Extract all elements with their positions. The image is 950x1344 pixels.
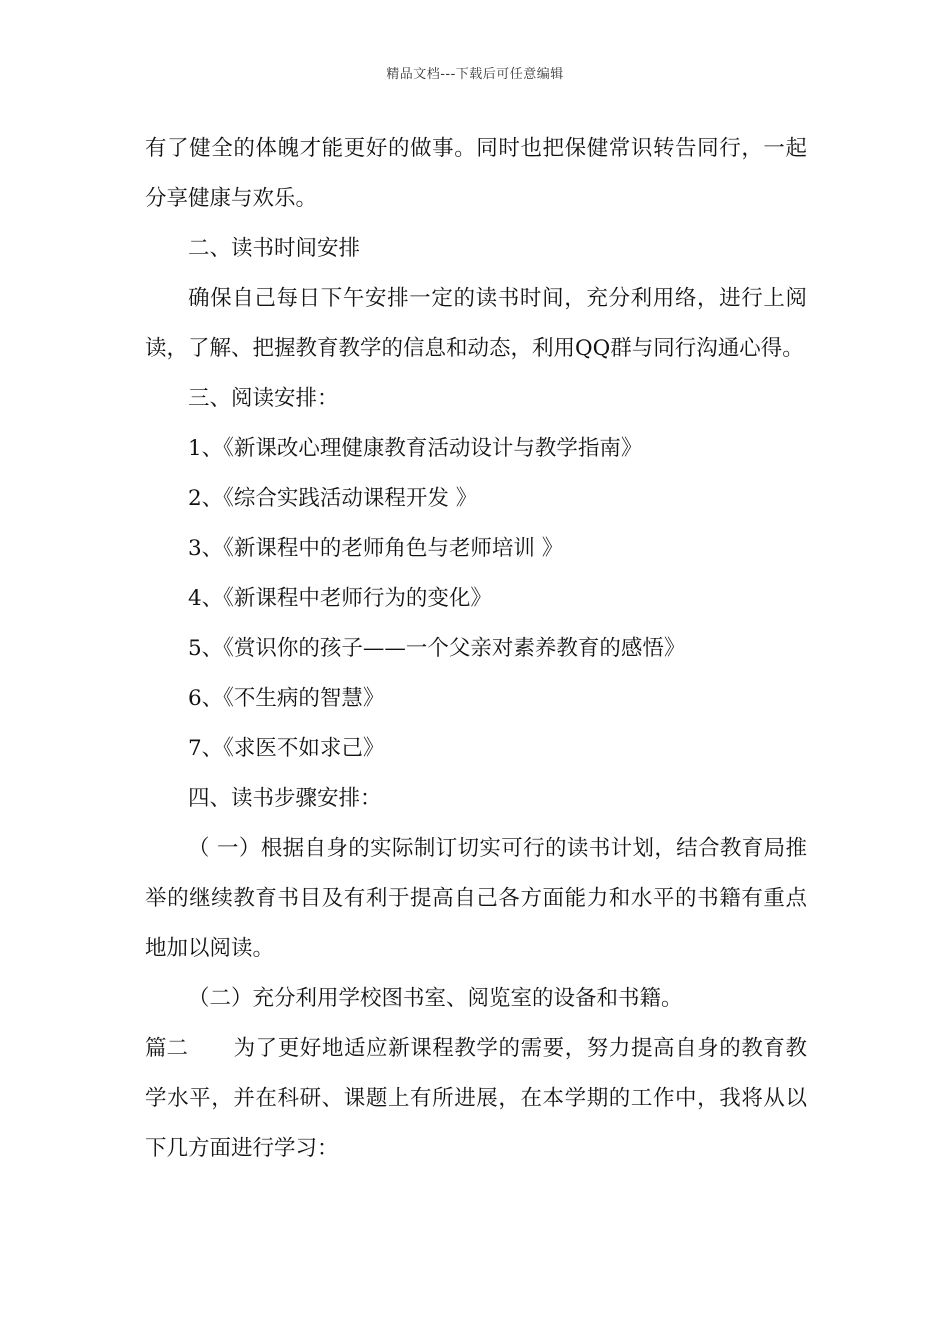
- paragraph-reading-time: 确保自己每日下午安排一定的读书时间，充分利用络，进行上阅读，了解、把握教育教学的信息和动态，利用QQ群与同行沟通心得。: [145, 286, 807, 361]
- section-text: 为了更好地适应新课程教学的需要，努力提高自身的教育教学水平，并在科研、课题上有所进展，在本学期的工作中，我将从以下几方面进行学习：: [145, 1036, 807, 1161]
- document-body: [145, 124, 807, 1174]
- heading-reading-plan: 三、阅读安排：: [188, 386, 339, 411]
- book-item: 2、《综合实践活动课程开发 》: [188, 486, 478, 511]
- page-header: 精品文档---下载后可任意编辑: [386, 67, 564, 82]
- book-item: 7、《求医不如求己》: [188, 736, 385, 761]
- book-list: [145, 424, 807, 774]
- book-item: 5、《赏识你的孩子——一个父亲对素养教育的感悟》: [188, 636, 686, 661]
- book-item: 6、《不生病的智慧》: [188, 686, 385, 711]
- heading-reading-time: 二、读书时间安排: [188, 236, 361, 261]
- book-item: 1、《新课改心理健康教育活动设计与教学指南》: [188, 436, 643, 461]
- paragraph-step-one: （ 一）根据自身的实际制订切实可行的读书计划，结合教育局推举的继续教育书目及有利于提高自己各方面能力和水平的书籍有重点地加以阅读。: [145, 836, 807, 961]
- paragraph-section-two: [145, 1024, 807, 1174]
- paragraph-step-two: （二）充分利用学校图书室、阅览室的设备和书籍。: [188, 986, 683, 1011]
- book-item: 3、《新课程中的老师角色与老师培训 》: [188, 536, 564, 561]
- book-item: 4、《新课程中老师行为的变化》: [188, 586, 492, 611]
- section-label: 篇二: [145, 1036, 189, 1061]
- heading-reading-steps: 四、读书步骤安排：: [188, 786, 382, 811]
- paragraph-health: 有了健全的体魄才能更好的做事。同时也把保健常识转告同行，一起分享健康与欢乐。: [145, 136, 807, 211]
